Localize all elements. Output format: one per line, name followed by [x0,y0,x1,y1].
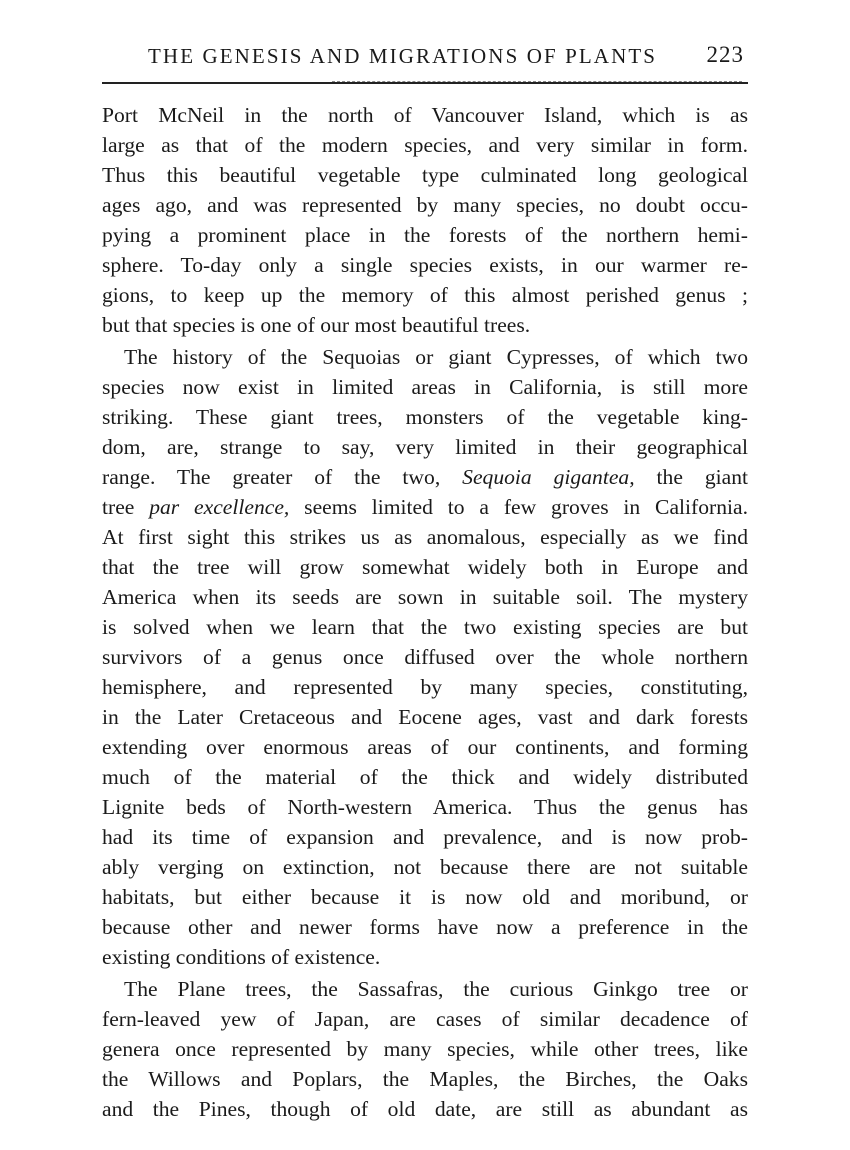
text-line: sphere. To-day only a single species exists, in our warmer re- [102,253,748,277]
species-name-italic: Sequoia gigantea, [462,465,635,489]
text-line: gions, to keep up the memory of this almost perished genus ; [102,283,748,307]
text-line: habitats, but either because it is now old and moribund, or [102,885,748,909]
book-page [102,40,748,1120]
header-rule-faint [332,81,742,82]
text-line: fern-leaved yew of Japan, are cases of similar decadence of [102,1007,748,1031]
text-line: dom, are, strange to say, very limited in their geographical [102,435,748,459]
text-line: large as that of the modern species, and very similar in form. [102,133,748,157]
text-line: that the tree will grow somewhat widely both in Europe and [102,555,748,579]
page-number: 223 [706,42,744,67]
text-line: the Willows and Poplars, the Maples, the Birches, the Oaks [102,1067,748,1091]
text-line: species now exist in limited areas in California, is still more [102,375,748,399]
text-line-mixed [102,492,748,522]
text-line: survivors of a genus once diffused over the whole northern [102,645,748,669]
text-line: ably verging on extinction, not because there are not suitable [102,855,748,879]
text-line: existing conditions of existence. [102,945,381,969]
text-line: but that species is one of our most beautiful trees. [102,313,531,337]
running-head [102,40,748,74]
text-line: The Plane trees, the Sassafras, the curious Ginkgo tree or [124,977,748,1001]
paragraph-3 [102,974,748,1124]
text-line: much of the material of the thick and widely distributed [102,765,748,789]
text-line: The history of the Sequoias or giant Cypresses, of which two [124,345,748,369]
text-fragment: the giant [634,465,749,489]
text-line: extending over enormous areas of our continents, and forming [102,735,748,759]
italic-phrase: par excellence, [149,495,290,519]
text-fragment: tree [102,495,150,519]
text-fragment: range. The greater of the two, [102,465,463,489]
text-fragment: seems limited to a few groves in California. [289,495,748,519]
text-line: genera once represented by many species, while other trees, like [102,1037,748,1061]
running-head-title: THE GENESIS AND MIGRATIONS OF PLANTS [148,44,658,68]
text-line: had its time of expansion and prevalence, and is now prob- [102,825,748,849]
text-line: hemisphere, and represented by many species, constituting, [102,675,748,699]
paragraph-1 [102,100,748,340]
text-line: Lignite beds of North-western America. Thus the genus has [102,795,748,819]
text-line-mixed [102,462,748,492]
text-line: America when its seeds are sown in suitable soil. The mystery [102,585,748,609]
body-text [102,100,748,1124]
header-rule [102,82,748,84]
text-line: At first sight this strikes us as anomalous, especially as we find [102,525,748,549]
text-line: and the Pines, though of old date, are still as abundant as [102,1097,748,1121]
text-line: because other and newer forms have now a preference in the [102,915,748,939]
text-line: in the Later Cretaceous and Eocene ages, vast and dark forests [102,705,748,729]
text-line: striking. These giant trees, monsters of the vegetable king- [102,405,748,429]
paragraph-2 [102,342,748,972]
text-line: is solved when we learn that the two existing species are but [102,615,748,639]
text-line: Thus this beautiful vegetable type culminated long geological [102,163,748,187]
text-line: Port McNeil in the north of Vancouver Island, which is as [102,103,748,127]
text-line: ages ago, and was represented by many species, no doubt occu- [102,193,748,217]
text-line: pying a prominent place in the forests of the northern hemi- [102,223,748,247]
